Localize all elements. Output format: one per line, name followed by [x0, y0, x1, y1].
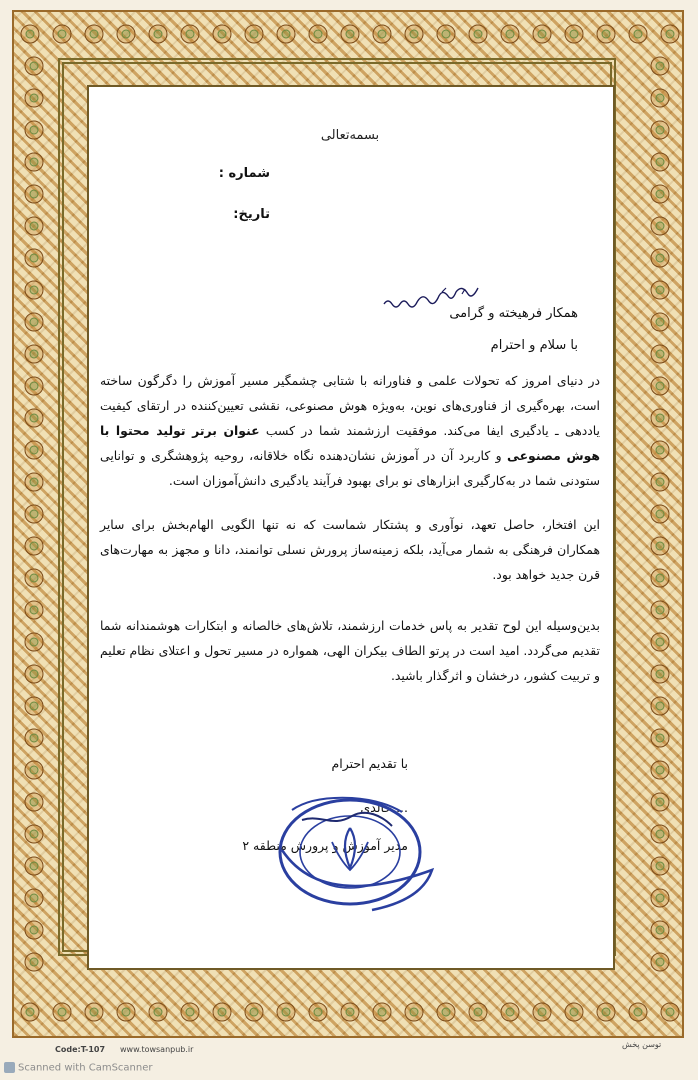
border-rosette-center — [656, 158, 664, 166]
border-rosette-center — [378, 1008, 386, 1016]
border-rosette-center — [122, 1008, 130, 1016]
camscanner-icon — [4, 1062, 15, 1073]
border-rosette-center — [30, 606, 38, 614]
signer-name: ... خالدی — [360, 800, 408, 815]
footer-code: Code:T-107 — [55, 1045, 106, 1054]
border-rosette-center — [474, 30, 482, 38]
official-stamp — [262, 790, 448, 920]
border-rosette-center — [666, 1008, 674, 1016]
paragraph-1-start: در دنیای امروز که تحولات علمی و فناورانه با شتابی چشمگیر مسیر آموزش را دگرگون ساخته است، بهره‌گیری از فناوری‌های نوین، به‌ویژه هوش مصنوعی، نقشی تعیین‌کننده در ارتقای کیفیت یاددهی ـ یادگیری ایفا می‌کند. موفقیت ارزشمند شما در کسب — [100, 373, 600, 438]
border-rosette-center — [656, 606, 664, 614]
signer-title: مدیر آموزش و پرورش منطقه ۲ — [242, 838, 408, 853]
award-title: عنوان برتر تولید محتوا با هوش مصنوعی — [100, 423, 600, 463]
border-rosette-center — [656, 958, 664, 966]
invocation-heading: بسمه‌تعالی — [320, 128, 380, 143]
border-rosette-center — [30, 510, 38, 518]
border-rosette-center — [30, 286, 38, 294]
border-rosette-center — [656, 446, 664, 454]
border-rosette-center — [30, 734, 38, 742]
body-paragraph-1 — [100, 368, 600, 493]
border-rosette-center — [282, 30, 290, 38]
footer-website: www.towsanpub.ir — [120, 1045, 194, 1054]
border-rosette-center — [656, 574, 664, 582]
border-rosette-center — [570, 30, 578, 38]
border-rosette-center — [30, 958, 38, 966]
border-rosette-center — [656, 510, 664, 518]
border-rosette-center — [30, 542, 38, 550]
border-rosette-center — [30, 670, 38, 678]
border-rosette-center — [30, 414, 38, 422]
border-rosette-center — [30, 862, 38, 870]
border-rosette-center — [30, 126, 38, 134]
border-rosette-center — [30, 574, 38, 582]
border-rosette-center — [30, 702, 38, 710]
border-rosette-center — [218, 1008, 226, 1016]
border-rosette-center — [30, 766, 38, 774]
border-rosette-center — [30, 190, 38, 198]
border-rosette-center — [656, 542, 664, 550]
border-rosette-center — [346, 1008, 354, 1016]
border-rosette-center — [154, 1008, 162, 1016]
border-rosette-center — [538, 1008, 546, 1016]
border-rosette-center — [656, 830, 664, 838]
border-rosette-center — [506, 1008, 514, 1016]
border-rosette-center — [634, 30, 642, 38]
body-paragraph-3: بدین‌وسیله این لوح تقدیر به پاس خدمات ارزشمند، تلاش‌های خالصانه و ابتکارات هوشمندانه شما تقدیم می‌گردد. امید است در پرتو الطاف بیکران الهی، همواره در مسیر تحول و اعتلای نظام تعلیم و تربیت کشور، درخشان و اثرگذار باشید. — [100, 618, 600, 683]
border-rosette-center — [656, 382, 664, 390]
border-rosette-center — [30, 638, 38, 646]
handwritten-recipient-name — [382, 286, 482, 316]
camscanner-watermark — [4, 1062, 153, 1074]
border-rosette-center — [656, 414, 664, 422]
border-rosette-center — [634, 1008, 642, 1016]
border-rosette-center — [656, 766, 664, 774]
border-rosette-center — [656, 62, 664, 70]
border-rosette-center — [30, 478, 38, 486]
number-label: شماره : — [218, 166, 270, 181]
border-rosette-center — [154, 30, 162, 38]
border-rosette-center — [506, 30, 514, 38]
border-rosette-center — [30, 158, 38, 166]
border-rosette-center — [26, 1008, 34, 1016]
border-rosette-center — [656, 350, 664, 358]
border-rosette-center — [250, 30, 258, 38]
border-rosette-center — [30, 894, 38, 902]
paragraph-1-end: و کاربرد آن در آموزش نشان‌دهنده نگاه خلاقانه، روحیه پژوهشگری و توانایی ستودنی شما در به‌کارگیری ابزارهای نو برای بهبود فرآیند یادگیری دانش‌آموزان است. — [100, 448, 600, 488]
border-rosette-center — [656, 318, 664, 326]
border-rosette-center — [58, 30, 66, 38]
border-rosette-center — [26, 30, 34, 38]
salutation-prefix: همکار فرهیخته و گرامی — [449, 306, 578, 321]
border-rosette-center — [656, 286, 664, 294]
border-rosette-center — [30, 830, 38, 838]
border-rosette-center — [30, 62, 38, 70]
border-rosette-center — [250, 1008, 258, 1016]
border-rosette-center — [186, 30, 194, 38]
border-rosette-center — [30, 382, 38, 390]
border-rosette-center — [656, 478, 664, 486]
closing-phrase: با تقدیم احترام — [331, 756, 408, 771]
body-paragraph-2: این افتخار، حاصل تعهد، نوآوری و پشتکار شماست که نه تنها الگویی الهام‌بخش برای سایر همکاران فرهنگی به شمار می‌آید، بلکه زمینه‌ساز پرورش نسلی توانمند، دانا و مجهز به مهارت‌های قرن جدید خواهد بود. — [100, 517, 600, 582]
border-rosette-center — [30, 254, 38, 262]
border-rosette-center — [30, 318, 38, 326]
border-rosette-center — [656, 926, 664, 934]
border-rosette-center — [442, 1008, 450, 1016]
border-rosette-center — [656, 798, 664, 806]
border-rosette-center — [656, 734, 664, 742]
border-rosette-center — [656, 702, 664, 710]
border-rosette-center — [410, 30, 418, 38]
border-rosette-center — [656, 670, 664, 678]
border-rosette-center — [410, 1008, 418, 1016]
border-rosette-center — [666, 30, 674, 38]
border-rosette-center — [656, 94, 664, 102]
border-rosette-center — [314, 1008, 322, 1016]
border-rosette-center — [58, 1008, 66, 1016]
border-rosette-center — [474, 1008, 482, 1016]
border-rosette-center — [656, 254, 664, 262]
border-rosette-center — [656, 894, 664, 902]
border-rosette-center — [30, 350, 38, 358]
border-rosette-center — [602, 1008, 610, 1016]
border-rosette-center — [30, 926, 38, 934]
footer-publisher-mark: توسن پخش — [622, 1040, 662, 1049]
date-label: تاریخ: — [233, 207, 270, 222]
border-rosette-center — [538, 30, 546, 38]
border-rosette-center — [282, 1008, 290, 1016]
border-rosette-center — [442, 30, 450, 38]
border-rosette-center — [656, 862, 664, 870]
border-rosette-center — [30, 446, 38, 454]
greeting: با سلام و احترام — [490, 338, 578, 353]
border-rosette-center — [122, 30, 130, 38]
border-rosette-center — [90, 30, 98, 38]
border-rosette-center — [656, 638, 664, 646]
border-rosette-center — [346, 30, 354, 38]
border-rosette-center — [186, 1008, 194, 1016]
border-rosette-center — [656, 190, 664, 198]
border-rosette-center — [314, 30, 322, 38]
border-rosette-center — [30, 94, 38, 102]
border-rosette-center — [602, 30, 610, 38]
border-rosette-center — [218, 30, 226, 38]
border-rosette-center — [570, 1008, 578, 1016]
camscanner-label: Scanned with CamScanner — [18, 1062, 153, 1074]
border-rosette-center — [30, 222, 38, 230]
border-rosette-center — [656, 222, 664, 230]
border-rosette-center — [656, 126, 664, 134]
border-rosette-center — [90, 1008, 98, 1016]
border-rosette-center — [378, 30, 386, 38]
border-rosette-center — [30, 798, 38, 806]
